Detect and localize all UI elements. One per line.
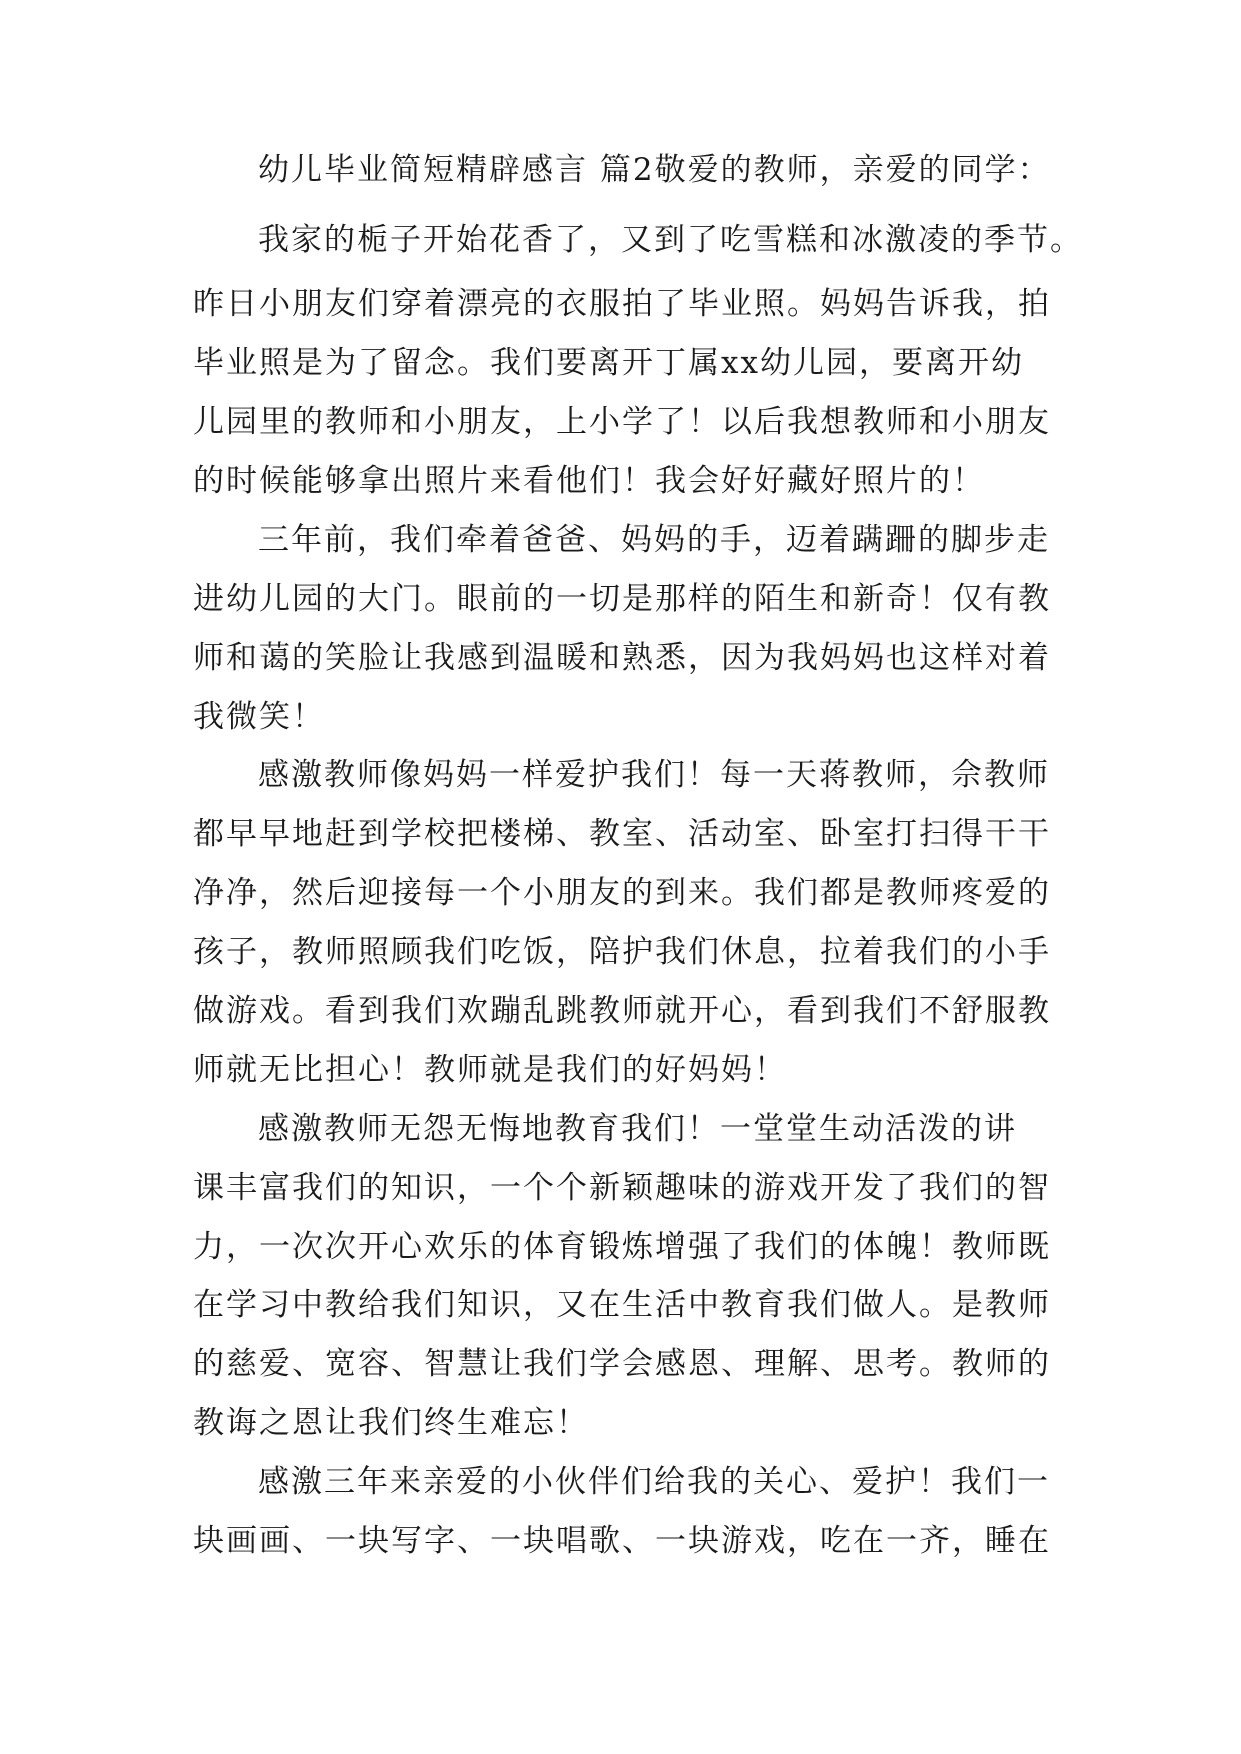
- text-line-9: 师和蔼的笑脸让我感到温暖和熟悉，因为我妈妈也这样对着: [193, 640, 1051, 676]
- text-line-2: 我家的栀子开始花香了，又到了吃雪糕和冰激凌的季节。: [258, 222, 1083, 258]
- text-line-12: 都早早地赶到学校把楼梯、教室、活动室、卧室打扫得干干: [193, 816, 1051, 852]
- text-line-15: 做游戏。看到我们欢蹦乱跳教师就开心，看到我们不舒服教: [193, 993, 1051, 1029]
- text-line-18: 课丰富我们的知识，一个个新颖趣味的游戏开发了我们的智: [193, 1170, 1051, 1206]
- text-line-10: 我微笑！: [193, 699, 325, 735]
- text-line-17: 感激教师无怨无悔地教育我们！一堂堂生动活泼的讲: [258, 1111, 1017, 1147]
- text-line-3: 昨日小朋友们穿着漂亮的衣服拍了毕业照。妈妈告诉我，拍: [193, 286, 1051, 322]
- text-line-11: 感激教师像妈妈一样爱护我们！每一天蒋教师，佘教师: [258, 757, 1050, 793]
- text-line-16: 师就无比担心！教师就是我们的好妈妈！: [193, 1052, 787, 1088]
- text-line-24: 块画画、一块写字、一块唱歌、一块游戏，吃在一齐，睡在: [193, 1523, 1051, 1559]
- text-line-13: 净净，然后迎接每一个小朋友的到来。我们都是教师疼爱的: [193, 875, 1051, 911]
- text-line-20: 在学习中教给我们知识，又在生活中教育我们做人。是教师: [193, 1287, 1051, 1323]
- text-line-4: 毕业照是为了留念。我们要离开丁属xx幼儿园，要离开幼: [193, 345, 1024, 381]
- text-line-1: 幼儿毕业简短精辟感言 篇2敬爱的教师，亲爱的同学：: [258, 152, 1051, 188]
- text-line-5: 儿园里的教师和小朋友，上小学了！以后我想教师和小朋友: [193, 404, 1051, 440]
- text-line-8: 进幼儿园的大门。眼前的一切是那样的陌生和新奇！仅有教: [193, 581, 1051, 617]
- text-line-6: 的时候能够拿出照片来看他们！我会好好藏好照片的！: [193, 463, 985, 499]
- text-line-14: 孩子，教师照顾我们吃饭，陪护我们休息，拉着我们的小手: [193, 934, 1051, 970]
- text-line-19: 力，一次次开心欢乐的体育锻炼增强了我们的体魄！教师既: [193, 1229, 1051, 1265]
- text-line-7: 三年前，我们牵着爸爸、妈妈的手，迈着蹒跚的脚步走: [258, 522, 1050, 558]
- text-line-23: 感激三年来亲爱的小伙伴们给我的关心、爱护！我们一: [258, 1464, 1050, 1500]
- text-line-22: 教诲之恩让我们终生难忘！: [193, 1405, 589, 1441]
- text-line-21: 的慈爱、宽容、智慧让我们学会感恩、理解、思考。教师的: [193, 1346, 1051, 1382]
